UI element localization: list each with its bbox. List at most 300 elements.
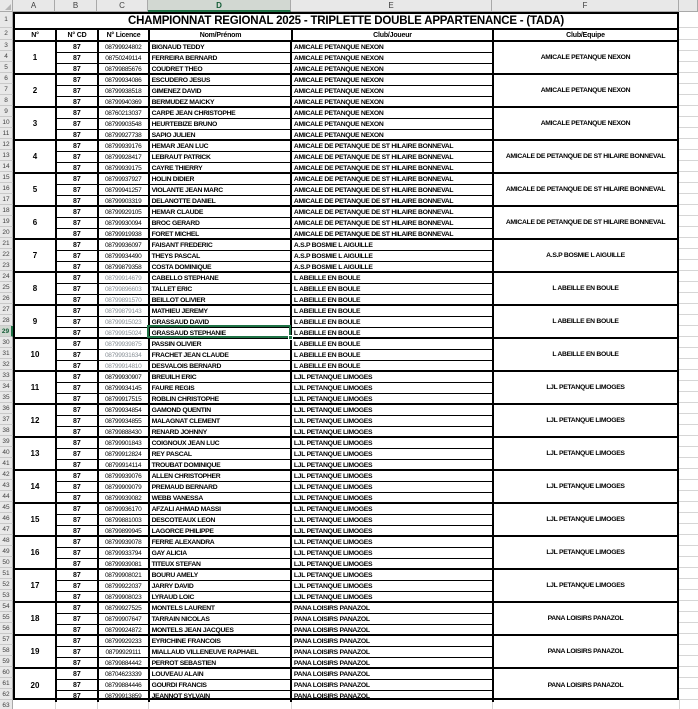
player-name-cell[interactable]: TARRAIN NICOLAS (150, 614, 292, 624)
team-number-cell[interactable]: 18 (15, 603, 57, 634)
row-header-47[interactable]: 47 (0, 524, 13, 535)
row-header-62[interactable]: 62 (0, 689, 13, 700)
cd-cell[interactable]: 87 (57, 152, 99, 162)
player-name-cell[interactable]: AFZALI AHMAD MASSI (150, 504, 292, 514)
licence-cell[interactable]: 08799913859 (99, 691, 150, 702)
player-name-cell[interactable]: MIALLAUD VILLENEUVE RAPHAEL (150, 647, 292, 657)
cd-cell[interactable]: 87 (57, 86, 99, 96)
row-header-36[interactable]: 36 (0, 403, 13, 414)
cd-cell[interactable]: 87 (57, 185, 99, 195)
row-header-19[interactable]: 19 (0, 216, 13, 227)
licence-cell[interactable]: 08799909079 (99, 482, 150, 492)
row-header-17[interactable]: 17 (0, 194, 13, 205)
player-name-cell[interactable]: PREMAUD BERNARD (150, 482, 292, 492)
player-club-cell[interactable]: PANA LOISIRS PANAZOL (293, 615, 370, 623)
player-name-cell[interactable]: JARRY DAVID (150, 581, 292, 591)
licence-cell[interactable]: 08799884446 (99, 680, 150, 690)
row-header-10[interactable]: 10 (0, 117, 13, 128)
cd-cell[interactable]: 87 (57, 669, 99, 679)
row-header-26[interactable]: 26 (0, 293, 13, 304)
licence-cell[interactable]: 08799939081 (99, 559, 150, 570)
cd-cell[interactable]: 87 (57, 218, 99, 228)
player-club-cell[interactable]: LJL PETANQUE LIMOGES (293, 516, 373, 524)
player-club-cell[interactable]: PANA LOISIRS PANAZOL (293, 637, 370, 645)
player-club-cell[interactable]: AMICALE DE PETANQUE DE ST HILAIRE BONNEVAL (293, 219, 454, 227)
licence-cell[interactable]: 08799934145 (99, 383, 150, 393)
row-header-57[interactable]: 57 (0, 634, 13, 645)
row-header-37[interactable]: 37 (0, 414, 13, 425)
licence-cell[interactable]: 08799914679 (99, 273, 150, 283)
row-header-59[interactable]: 59 (0, 656, 13, 667)
cd-cell[interactable]: 87 (57, 141, 99, 151)
player-name-cell[interactable]: ROBLIN CHRISTOPHE (150, 394, 292, 405)
player-name-cell[interactable]: WEBB VANESSA (150, 493, 292, 504)
cd-cell[interactable]: 87 (57, 504, 99, 514)
player-club-cell[interactable]: L ABEILLE EN BOULE (293, 285, 361, 293)
cd-cell[interactable]: 87 (57, 438, 99, 448)
cd-cell[interactable]: 87 (57, 108, 99, 118)
row-header-31[interactable]: 31 (0, 348, 13, 359)
licence-cell[interactable]: 08799912824 (99, 449, 150, 459)
player-name-cell[interactable]: COIGNOUX JEAN LUC (150, 438, 292, 448)
team-club-cell[interactable]: AMICALE PETANQUE NEXON (540, 120, 631, 127)
team-number-cell[interactable]: 3 (15, 108, 57, 139)
licence-cell[interactable]: 08799936097 (99, 240, 150, 250)
player-club-cell[interactable]: AMICALE PETANQUE NEXON (293, 66, 384, 73)
licence-cell[interactable]: 08799891570 (99, 295, 150, 306)
player-club-cell[interactable]: AMICALE PETANQUE NEXON (293, 54, 384, 62)
licence-cell[interactable]: 08799929105 (99, 207, 150, 217)
team-number-cell[interactable]: 14 (15, 471, 57, 502)
player-club-cell[interactable]: AMICALE DE PETANQUE DE ST HILAIRE BONNEVAL (293, 198, 454, 205)
player-name-cell[interactable]: CAYRE THIERRY (150, 163, 292, 174)
player-name-cell[interactable]: COUDRET THEO (150, 64, 292, 75)
licence-cell[interactable]: 08799936170 (99, 504, 150, 514)
player-club-cell[interactable]: L ABEILLE EN BOULE (293, 297, 361, 304)
player-club-cell[interactable]: AMICALE PETANQUE NEXON (293, 43, 384, 51)
cd-cell[interactable]: 87 (57, 614, 99, 624)
row-header-33[interactable]: 33 (0, 370, 13, 381)
team-number-cell[interactable]: 13 (15, 438, 57, 469)
player-club-cell[interactable]: PANA LOISIRS PANAZOL (293, 660, 370, 667)
team-club-cell[interactable]: L ABEILLE EN BOULE (552, 285, 619, 292)
player-name-cell[interactable]: DELANOTTE DANIEL (150, 196, 292, 207)
player-club-cell[interactable]: PANA LOISIRS PANAZOL (293, 670, 370, 678)
team-club-cell[interactable]: A.S.P BOSMIE L AIGUILLE (546, 252, 625, 259)
player-name-cell[interactable]: GAMOND QUENTIN (150, 405, 292, 415)
licence-cell[interactable]: 08799930907 (99, 372, 150, 382)
licence-cell[interactable]: 08799879358 (99, 262, 150, 273)
row-header-23[interactable]: 23 (0, 260, 13, 271)
player-name-cell[interactable]: DESCOTEAUX LEON (150, 515, 292, 525)
team-club-cell[interactable]: AMICALE DE PETANQUE DE ST HILAIRE BONNEVAL (505, 153, 666, 160)
cd-cell[interactable]: 87 (57, 42, 99, 52)
licence-cell[interactable]: 08799928417 (99, 152, 150, 162)
cd-cell[interactable]: 87 (57, 350, 99, 360)
row-header-58[interactable]: 58 (0, 645, 13, 656)
team-number-cell[interactable]: 11 (15, 372, 57, 403)
row-header-21[interactable]: 21 (0, 238, 13, 249)
cd-cell[interactable]: 87 (57, 130, 99, 141)
player-name-cell[interactable]: REY PASCAL (150, 449, 292, 459)
player-club-cell[interactable]: LJL PETANQUE LIMOGES (293, 406, 373, 414)
row-header-61[interactable]: 61 (0, 678, 13, 689)
player-name-cell[interactable]: COSTA DOMINIQUE (150, 262, 292, 273)
player-club-cell[interactable]: LJL PETANQUE LIMOGES (293, 396, 373, 403)
player-name-cell[interactable]: TITEUX STEFAN (150, 559, 292, 570)
team-number-cell[interactable]: 5 (15, 174, 57, 205)
row-header-46[interactable]: 46 (0, 513, 13, 524)
cd-cell[interactable]: 87 (57, 163, 99, 174)
licence-cell[interactable]: 08799940369 (99, 97, 150, 108)
player-name-cell[interactable]: LAGORCE PHILIPPE (150, 526, 292, 537)
row-header-20[interactable]: 20 (0, 227, 13, 238)
team-club-cell[interactable]: AMICALE DE PETANQUE DE ST HILAIRE BONNEVAL (505, 186, 666, 193)
licence-cell[interactable]: 08799907647 (99, 614, 150, 624)
row-header-54[interactable]: 54 (0, 601, 13, 612)
cd-cell[interactable]: 87 (57, 416, 99, 426)
licence-cell[interactable]: 08799934854 (99, 405, 150, 415)
cd-cell[interactable]: 87 (57, 64, 99, 75)
column-header-F[interactable]: F (492, 0, 679, 12)
player-name-cell[interactable]: VIOLANTE JEAN MARC (150, 185, 292, 195)
row-header-35[interactable]: 35 (0, 392, 13, 403)
player-club-cell[interactable]: LJL PETANQUE LIMOGES (293, 417, 373, 425)
cd-cell[interactable]: 87 (57, 229, 99, 240)
player-name-cell[interactable]: HOLIN DIDIER (150, 174, 292, 184)
player-name-cell[interactable]: BERMUDEZ MAICKY (150, 97, 292, 108)
player-name-cell[interactable]: PERROT SEBASTIEN (150, 658, 292, 669)
row-header-13[interactable]: 13 (0, 150, 13, 161)
player-name-cell[interactable]: GIMENEZ DAVID (150, 86, 292, 96)
licence-cell[interactable]: 08799927738 (99, 130, 150, 141)
row-header-55[interactable]: 55 (0, 612, 13, 623)
team-club-cell[interactable]: AMICALE DE PETANQUE DE ST HILAIRE BONNEVAL (505, 219, 666, 226)
cd-cell[interactable]: 87 (57, 328, 99, 339)
licence-cell[interactable]: 08799879143 (99, 306, 150, 316)
licence-cell[interactable]: 08799896603 (99, 284, 150, 294)
team-club-cell[interactable]: L ABEILLE EN BOULE (552, 351, 619, 358)
cd-cell[interactable]: 87 (57, 570, 99, 580)
player-club-cell[interactable]: LJL PETANQUE LIMOGES (293, 483, 373, 491)
cd-cell[interactable]: 87 (57, 471, 99, 481)
player-name-cell[interactable]: SAPIO JULIEN (150, 130, 292, 141)
licence-cell[interactable]: 08799930094 (99, 218, 150, 228)
player-club-cell[interactable]: A.S.P BOSMIE L AIGUILLE (293, 252, 373, 260)
player-name-cell[interactable]: HEURTEBIZE BRUNO (150, 119, 292, 129)
row-header-32[interactable]: 32 (0, 359, 13, 370)
row-header-41[interactable]: 41 (0, 458, 13, 469)
licence-cell[interactable]: 08799934490 (99, 251, 150, 261)
licence-cell[interactable]: 08799941257 (99, 185, 150, 195)
team-number-cell[interactable]: 7 (15, 240, 57, 271)
licence-cell[interactable]: 08799885676 (99, 64, 150, 75)
cd-cell[interactable]: 87 (57, 119, 99, 129)
cd-cell[interactable]: 87 (57, 295, 99, 306)
cd-cell[interactable]: 87 (57, 515, 99, 525)
row-header-18[interactable]: 18 (0, 205, 13, 216)
player-club-cell[interactable]: AMICALE DE PETANQUE DE ST HILAIRE BONNEVAL (293, 142, 454, 150)
team-number-cell[interactable]: 15 (15, 504, 57, 535)
row-header-15[interactable]: 15 (0, 172, 13, 183)
row-header-50[interactable]: 50 (0, 557, 13, 568)
cd-cell[interactable]: 87 (57, 449, 99, 459)
cd-cell[interactable]: 87 (57, 339, 99, 349)
licence-cell[interactable]: 08799939875 (99, 339, 150, 349)
cd-cell[interactable]: 87 (57, 636, 99, 646)
player-name-cell[interactable]: MONTELS JEAN JACQUES (150, 625, 292, 636)
player-name-cell[interactable]: JEANNOT SYLVAIN (150, 691, 292, 702)
cd-cell[interactable]: 87 (57, 273, 99, 283)
cd-cell[interactable]: 87 (57, 537, 99, 547)
licence-cell[interactable]: 08799939076 (99, 471, 150, 481)
team-club-cell[interactable]: LJL PETANQUE LIMOGES (546, 483, 625, 490)
player-club-cell[interactable]: LJL PETANQUE LIMOGES (293, 571, 373, 579)
team-club-cell[interactable]: LJL PETANQUE LIMOGES (546, 549, 625, 556)
team-number-cell[interactable]: 6 (15, 207, 57, 238)
row-header-44[interactable]: 44 (0, 491, 13, 502)
team-club-cell[interactable]: AMICALE PETANQUE NEXON (540, 54, 631, 61)
row-header-27[interactable]: 27 (0, 304, 13, 315)
row-header-40[interactable]: 40 (0, 447, 13, 458)
player-club-cell[interactable]: AMICALE DE PETANQUE DE ST HILAIRE BONNEVAL (293, 231, 454, 238)
team-club-cell[interactable]: PANA LOISIRS PANAZOL (547, 615, 624, 622)
player-name-cell[interactable]: MALAGNAT CLEMENT (150, 416, 292, 426)
player-club-cell[interactable]: LJL PETANQUE LIMOGES (293, 450, 373, 458)
team-number-cell[interactable]: 4 (15, 141, 57, 172)
player-club-cell[interactable]: PANA LOISIRS PANAZOL (293, 681, 370, 689)
player-club-cell[interactable]: PANA LOISIRS PANAZOL (293, 648, 370, 656)
player-club-cell[interactable]: LJL PETANQUE LIMOGES (293, 594, 373, 601)
row-header-39[interactable]: 39 (0, 436, 13, 447)
player-name-cell[interactable]: FERREIRA BERNARD (150, 53, 292, 63)
licence-cell[interactable]: 08799917515 (99, 394, 150, 405)
player-club-cell[interactable]: PANA LOISIRS PANAZOL (293, 604, 370, 612)
player-name-cell[interactable]: FERRE ALEXANDRA (150, 537, 292, 547)
player-club-cell[interactable]: LJL PETANQUE LIMOGES (293, 472, 373, 480)
player-name-cell[interactable]: HEMAR JEAN LUC (150, 141, 292, 151)
player-club-cell[interactable]: LJL PETANQUE LIMOGES (293, 384, 373, 392)
team-club-cell[interactable]: LJL PETANQUE LIMOGES (546, 516, 625, 523)
licence-cell[interactable]: 08799884442 (99, 658, 150, 669)
row-header-48[interactable]: 48 (0, 535, 13, 546)
player-name-cell[interactable]: GAY ALICIA (150, 548, 292, 558)
cd-cell[interactable]: 87 (57, 262, 99, 273)
cd-cell[interactable]: 87 (57, 174, 99, 184)
licence-cell[interactable]: 08799937927 (99, 174, 150, 184)
cd-cell[interactable]: 87 (57, 75, 99, 85)
licence-cell[interactable]: 08799919938 (99, 229, 150, 240)
player-name-cell[interactable]: BEILLOT OLIVIER (150, 295, 292, 306)
player-club-cell[interactable]: A.S.P BOSMIE L AIGUILLE (293, 241, 373, 249)
row-header-3[interactable]: 3 (0, 40, 13, 51)
player-name-cell[interactable]: LOUVEAU ALAIN (150, 669, 292, 679)
team-number-cell[interactable]: 8 (15, 273, 57, 304)
row-header-42[interactable]: 42 (0, 469, 13, 480)
cd-cell[interactable]: 87 (57, 592, 99, 603)
row-header-14[interactable]: 14 (0, 161, 13, 172)
licence-cell[interactable]: 08799922037 (99, 581, 150, 591)
column-header-G[interactable] (679, 0, 698, 12)
player-name-cell[interactable]: LYRAUD LOIC (150, 592, 292, 603)
row-header-53[interactable]: 53 (0, 590, 13, 601)
player-name-cell[interactable]: CARPE JEAN CHRISTOPHE (150, 108, 292, 118)
player-club-cell[interactable]: A.S.P BOSMIE L AIGUILLE (293, 264, 373, 271)
player-club-cell[interactable]: L ABEILLE EN BOULE (293, 274, 361, 282)
licence-cell[interactable]: 08750249114 (99, 53, 150, 63)
player-club-cell[interactable]: AMICALE DE PETANQUE DE ST HILAIRE BONNEVAL (293, 175, 454, 183)
row-header-51[interactable]: 51 (0, 568, 13, 579)
row-header-56[interactable]: 56 (0, 623, 13, 634)
licence-cell[interactable]: 08799914810 (99, 361, 150, 372)
player-name-cell[interactable]: BREUILH ERIC (150, 372, 292, 382)
player-name-cell[interactable]: FORET MICHEL (150, 229, 292, 240)
row-header-30[interactable]: 30 (0, 337, 13, 348)
cd-cell[interactable]: 87 (57, 207, 99, 217)
team-number-cell[interactable]: 17 (15, 570, 57, 601)
licence-cell[interactable]: 08704623339 (99, 669, 150, 679)
row-header-22[interactable]: 22 (0, 249, 13, 260)
player-name-cell[interactable]: DESVALOIS BERNARD (150, 361, 292, 372)
team-number-cell[interactable]: 19 (15, 636, 57, 667)
cd-cell[interactable]: 87 (57, 53, 99, 63)
cd-cell[interactable]: 87 (57, 251, 99, 261)
team-number-cell[interactable]: 9 (15, 306, 57, 337)
team-club-cell[interactable]: AMICALE PETANQUE NEXON (540, 87, 631, 94)
cd-cell[interactable]: 87 (57, 394, 99, 405)
player-name-cell[interactable]: HEMAR CLAUDE (150, 207, 292, 217)
cd-cell[interactable]: 87 (57, 361, 99, 372)
player-club-cell[interactable]: L ABEILLE EN BOULE (293, 340, 361, 348)
cd-cell[interactable]: 87 (57, 680, 99, 690)
licence-cell[interactable]: 08799914114 (99, 460, 150, 471)
cd-cell[interactable]: 87 (57, 658, 99, 669)
licence-cell[interactable]: 08799901843 (99, 438, 150, 448)
player-name-cell[interactable]: THEYS PASCAL (150, 251, 292, 261)
row-header-4[interactable]: 4 (0, 51, 13, 62)
licence-cell[interactable]: 08799881003 (99, 515, 150, 525)
cd-cell[interactable]: 87 (57, 526, 99, 537)
player-club-cell[interactable]: AMICALE PETANQUE NEXON (293, 109, 384, 117)
cd-cell[interactable]: 87 (57, 559, 99, 570)
team-number-cell[interactable]: 16 (15, 537, 57, 568)
cd-cell[interactable]: 87 (57, 372, 99, 382)
player-name-cell[interactable]: FRACHET JEAN CLAUDE (150, 350, 292, 360)
row-header-8[interactable]: 8 (0, 95, 13, 106)
player-club-cell[interactable]: LJL PETANQUE LIMOGES (293, 582, 373, 590)
team-club-cell[interactable]: LJL PETANQUE LIMOGES (546, 582, 625, 589)
cd-cell[interactable]: 87 (57, 691, 99, 702)
player-club-cell[interactable]: LJL PETANQUE LIMOGES (293, 439, 373, 447)
player-club-cell[interactable]: AMICALE DE PETANQUE DE ST HILAIRE BONNEVAL (293, 208, 454, 216)
player-club-cell[interactable]: AMICALE PETANQUE NEXON (293, 120, 384, 128)
row-header-34[interactable]: 34 (0, 381, 13, 392)
column-header-E[interactable]: E (291, 0, 492, 12)
cd-cell[interactable]: 87 (57, 603, 99, 613)
licence-cell[interactable]: 08799939078 (99, 537, 150, 547)
player-name-cell[interactable]: CABELLO STEPHANE (150, 273, 292, 283)
licence-cell[interactable]: 08799934086 (99, 75, 150, 85)
player-club-cell[interactable]: AMICALE PETANQUE NEXON (293, 99, 384, 106)
player-name-cell[interactable]: BIGNAUD TEDDY (150, 42, 292, 52)
team-club-cell[interactable]: L ABEILLE EN BOULE (552, 318, 619, 325)
licence-cell[interactable]: 08799915024 (99, 328, 150, 339)
team-club-cell[interactable]: LJL PETANQUE LIMOGES (546, 417, 625, 424)
player-name-cell[interactable]: TALLET ERIC (150, 284, 292, 294)
player-name-cell[interactable]: FAURE REGIS (150, 383, 292, 393)
row-header-5[interactable]: 5 (0, 62, 13, 73)
player-name-cell[interactable]: RENARD JOHNNY (150, 427, 292, 438)
cd-cell[interactable]: 87 (57, 240, 99, 250)
cd-cell[interactable]: 87 (57, 317, 99, 327)
cd-cell[interactable]: 87 (57, 405, 99, 415)
player-club-cell[interactable]: L ABEILLE EN BOULE (293, 318, 361, 326)
row-header-63[interactable]: 63 (0, 700, 13, 709)
row-header-2[interactable]: 2 (0, 28, 13, 40)
row-header-16[interactable]: 16 (0, 183, 13, 194)
player-club-cell[interactable]: AMICALE DE PETANQUE DE ST HILAIRE BONNEVAL (293, 153, 454, 161)
player-club-cell[interactable]: LJL PETANQUE LIMOGES (293, 505, 373, 513)
row-header-7[interactable]: 7 (0, 84, 13, 95)
column-header-B[interactable]: B (55, 0, 97, 12)
row-header-45[interactable]: 45 (0, 502, 13, 513)
player-club-cell[interactable]: L ABEILLE EN BOULE (293, 351, 361, 359)
licence-cell[interactable]: 08799927525 (99, 603, 150, 613)
licence-cell[interactable]: 08799903548 (99, 119, 150, 129)
row-header-29[interactable]: 29 (0, 326, 13, 337)
row-header-6[interactable]: 6 (0, 73, 13, 84)
row-header-11[interactable]: 11 (0, 128, 13, 139)
player-club-cell[interactable]: LJL PETANQUE LIMOGES (293, 495, 373, 502)
row-header-24[interactable]: 24 (0, 271, 13, 282)
licence-cell[interactable]: 08799939082 (99, 493, 150, 504)
player-name-cell[interactable]: MONTELS LAURENT (150, 603, 292, 613)
player-club-cell[interactable]: LJL PETANQUE LIMOGES (293, 538, 373, 546)
licence-cell[interactable]: 08799888430 (99, 427, 150, 438)
player-club-cell[interactable]: AMICALE PETANQUE NEXON (293, 132, 384, 139)
row-header-1[interactable]: 1 (0, 12, 13, 28)
row-header-9[interactable]: 9 (0, 106, 13, 117)
licence-cell[interactable]: 08799903319 (99, 196, 150, 207)
player-club-cell[interactable]: LJL PETANQUE LIMOGES (293, 528, 373, 535)
player-club-cell[interactable]: LJL PETANQUE LIMOGES (293, 429, 373, 436)
player-club-cell[interactable]: AMICALE PETANQUE NEXON (293, 87, 384, 95)
player-club-cell[interactable]: LJL PETANQUE LIMOGES (293, 462, 373, 469)
row-header-12[interactable]: 12 (0, 139, 13, 150)
team-number-cell[interactable]: 10 (15, 339, 57, 370)
cd-cell[interactable]: 87 (57, 493, 99, 504)
team-number-cell[interactable]: 12 (15, 405, 57, 436)
cd-cell[interactable]: 87 (57, 548, 99, 558)
licence-cell[interactable]: 08799929233 (99, 636, 150, 646)
cd-cell[interactable]: 87 (57, 460, 99, 471)
licence-cell[interactable]: 08799929111 (99, 647, 150, 657)
column-header-A[interactable]: A (13, 0, 55, 12)
player-name-cell[interactable]: EYRICHINE FRANCOIS (150, 636, 292, 646)
column-header-D[interactable]: D (148, 0, 291, 12)
licence-cell[interactable]: 08799924802 (99, 42, 150, 52)
row-header-25[interactable]: 25 (0, 282, 13, 293)
player-name-cell[interactable]: GRASSAUD STEPHANIE (150, 328, 292, 339)
team-number-cell[interactable]: 1 (15, 42, 57, 73)
licence-cell[interactable]: 08799924872 (99, 625, 150, 636)
player-name-cell[interactable]: MATHIEU JEREMY (150, 306, 292, 316)
player-club-cell[interactable]: L ABEILLE EN BOULE (293, 307, 361, 315)
licence-cell[interactable]: 08799915023 (99, 317, 150, 327)
team-club-cell[interactable]: LJL PETANQUE LIMOGES (546, 450, 625, 457)
row-header-60[interactable]: 60 (0, 667, 13, 678)
team-club-cell[interactable]: PANA LOISIRS PANAZOL (547, 648, 624, 655)
